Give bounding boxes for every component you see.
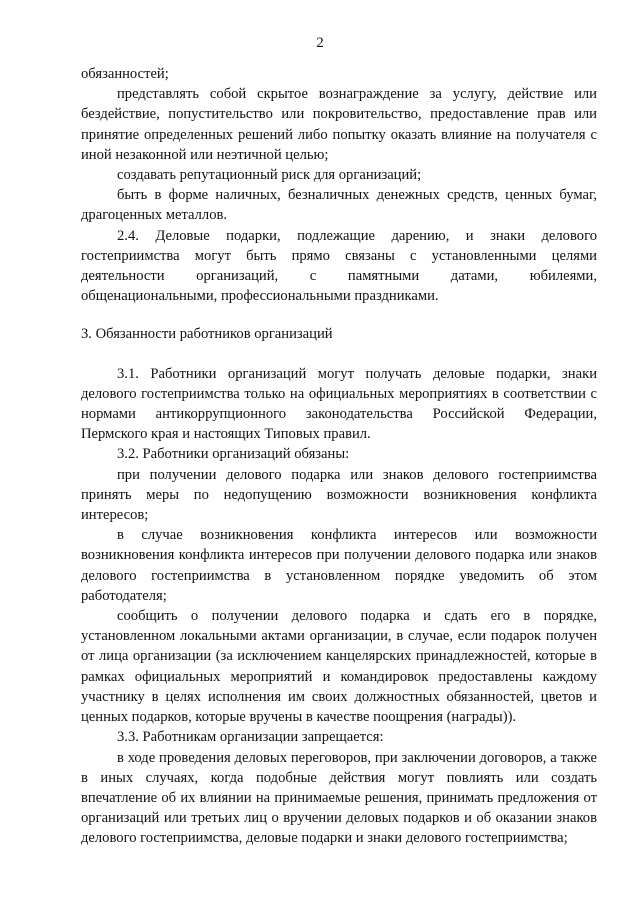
paragraph: быть в форме наличных, безналичных денежных средств, ценных бумаг, драгоценных металлов. (81, 187, 597, 224)
paragraph: в ходе проведения деловых переговоров, при заключении договоров, а также в иных случаях, когда подобные действия могут повлиять или создать впечатление об их влиянии на принимаемые решения, принимать предложения от организаций или третьих лиц о вручении деловых подарков и об оказании знаков делового гостеприимства, деловые подарки и знаки делового гостеприимства; (81, 749, 597, 847)
document-body (81, 64, 597, 849)
page-number: 2 (316, 35, 324, 51)
paragraph: 3.1. Работники организаций могут получать деловые подарки, знаки делового гостеприимства только на официальных мероприятиях в соответствии с нормами антикоррупционного законодательства Российской Федерации, Пермского края и настоящих Типовых правил. (81, 365, 597, 443)
paragraph: 3.3. Работникам организации запрещается: (117, 729, 384, 746)
section-heading: 3. Обязанности работников организаций (81, 326, 333, 343)
paragraph: 2.4. Деловые подарки, подлежащие дарению, и знаки делового гостеприимства могут быть прямо связаны с установленными целями деятельности организаций, с памятными датами, юбилеями, общенациональными, профессиональными праздниками. (81, 227, 597, 305)
paragraphs-before (81, 64, 597, 306)
paragraph: обязанностей; (81, 66, 169, 82)
paragraphs-after (81, 364, 597, 849)
paragraph: в случае возникновения конфликта интересов или возможности возникновения конфликта интересов при получении делового подарка или знаков делового гостеприимства в установленном порядке уведомить об этом работодателя; (81, 527, 597, 604)
paragraph: 3.2. Работники организаций обязаны: (117, 446, 350, 463)
paragraph: представлять собой скрытое вознаграждение за услугу, действие или бездействие, попустительство или покровительство, предоставление прав или принятие определенных решений либо попытку оказать влияние на получателя с иной незаконной или неэтичной целью; (81, 86, 597, 163)
paragraph: создавать репутационный риск для организаций; (117, 167, 422, 184)
paragraph: сообщить о получении делового подарка и сдать его в порядке, установленном локальными актами организации, в случае, если подарок получен от лица организации (за исключением канцелярских принадлежностей, которые в рамках официальных мероприятий и командировок предоставлены каждому участнику в целях исполнения им своих должностных обязанностей, цветов и ценных подарков, которые вручены в качестве поощрения (награды)). (81, 608, 597, 726)
paragraph: при получении делового подарка или знаков делового гостеприимства принять меры по недопущению возможности возникновения конфликта интересов; (81, 466, 597, 524)
